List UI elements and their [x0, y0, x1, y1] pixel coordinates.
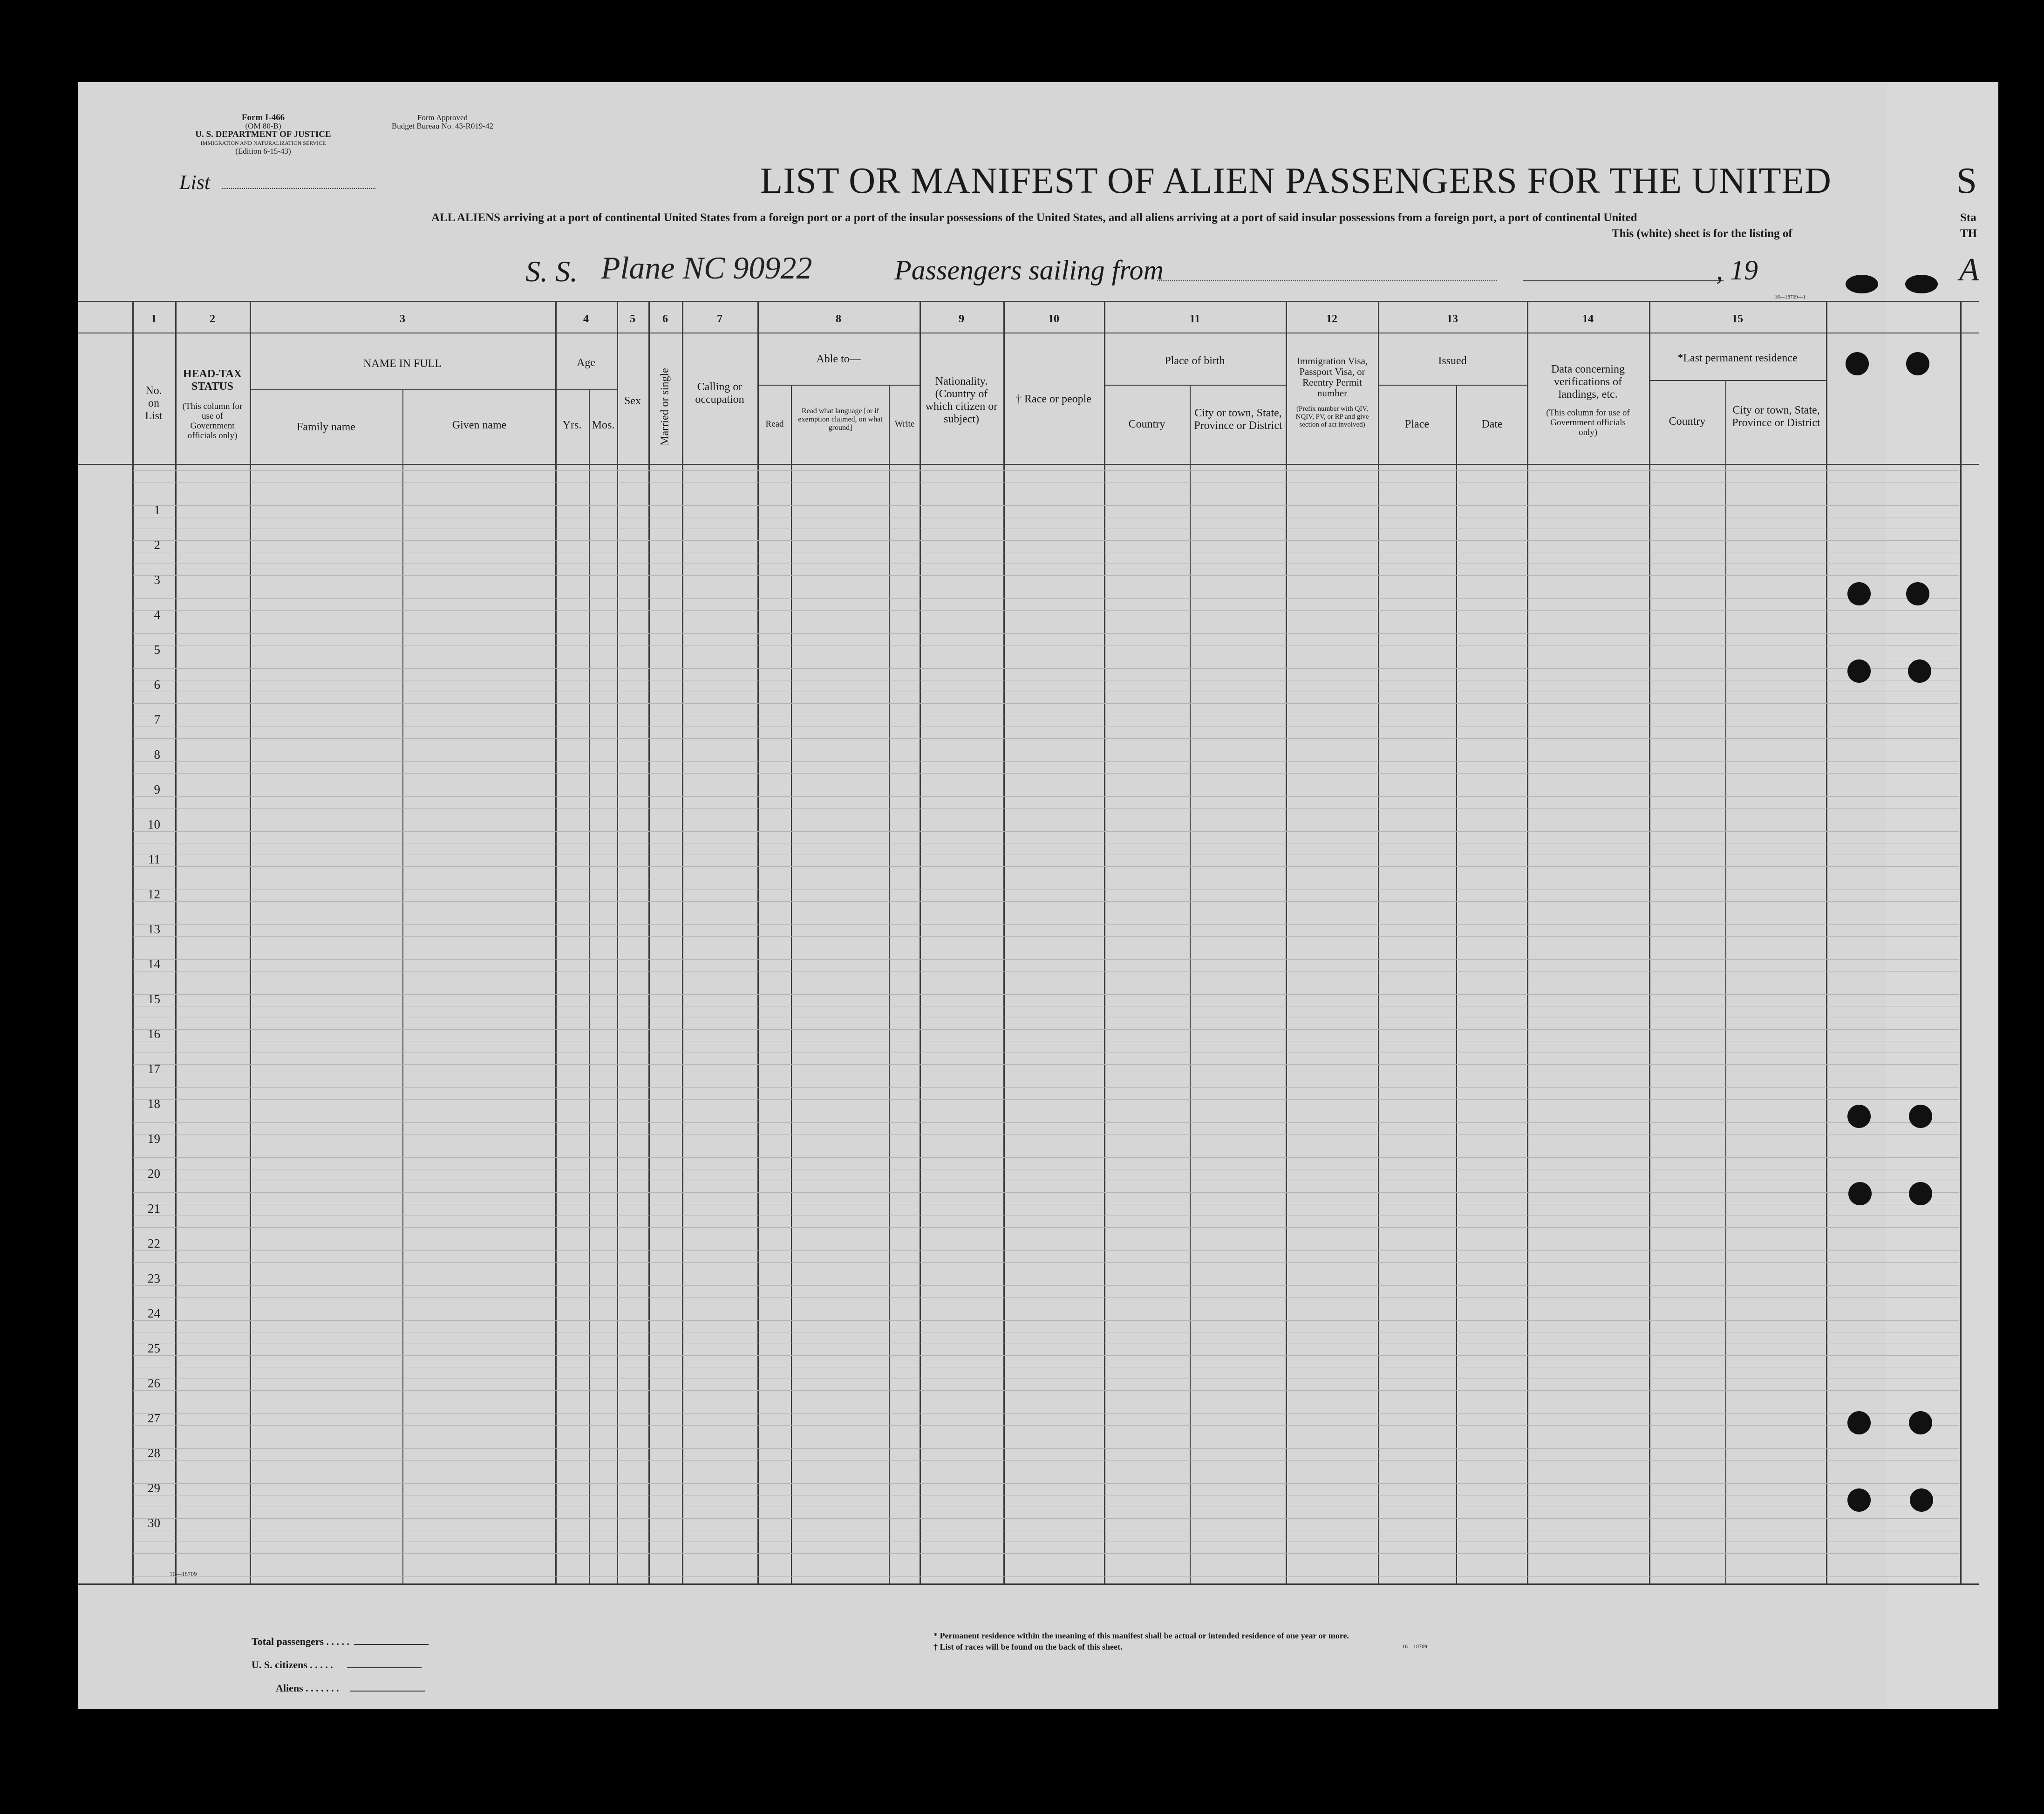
- col14-title: Data concerning verifications of landings, etc.: [1551, 363, 1625, 401]
- col11-title: Place of birth: [1165, 355, 1225, 367]
- row-number: 17: [148, 1062, 160, 1076]
- row-number: 21: [148, 1202, 160, 1216]
- ruling-line: [133, 1227, 1959, 1228]
- punch-hole: [1847, 1105, 1871, 1128]
- col1-line3: List: [145, 410, 163, 422]
- col8-title: Able to—: [816, 353, 861, 365]
- col3-family: Family name: [297, 421, 355, 433]
- col15-country: Country: [1669, 415, 1706, 428]
- footnote-1: * Permanent residence within the meaning of this manifest shall be actual or intended residence of one year or more.: [933, 1631, 1349, 1640]
- edge-letter-a: A: [1959, 252, 1979, 288]
- ruling-line: [133, 1553, 1959, 1554]
- ruling-line: [133, 1122, 1959, 1123]
- colnum-6: 6: [662, 313, 668, 325]
- approved-text: Form Approved: [417, 113, 468, 122]
- us-citizens-label: U. S. citizens . . . . .: [252, 1659, 333, 1671]
- ruling-line: [133, 901, 1959, 902]
- ruling-line: [133, 1099, 1959, 1100]
- punch-hole: [1847, 1411, 1871, 1434]
- punch-hole: [1909, 1411, 1932, 1434]
- ruling-line: [133, 1297, 1959, 1298]
- year-label: , 19: [1716, 255, 1758, 285]
- total-passengers-blank: [354, 1644, 429, 1645]
- ruling-line: [133, 1320, 1959, 1321]
- colnum-5: 5: [630, 313, 635, 325]
- us-citizens-row: [252, 1653, 429, 1677]
- issued-sub-rule: [1378, 385, 1527, 386]
- col-line-x: [1960, 301, 1962, 1583]
- ruling-line: [133, 738, 1959, 739]
- colnum-10: 10: [1048, 313, 1059, 325]
- department: U. S. DEPARTMENT OF JUSTICE: [195, 129, 331, 139]
- aliens-blank: [350, 1691, 425, 1692]
- ruling-line: [133, 575, 1959, 576]
- ruling-line: [133, 866, 1959, 867]
- punch-hole: [1908, 659, 1931, 683]
- form-approved: [373, 114, 512, 130]
- ruling-line: [133, 598, 1959, 599]
- header-bottom-rule: [78, 464, 1979, 465]
- punch-hole: [1909, 1182, 1932, 1205]
- col-line-f: [589, 389, 590, 1583]
- print-code: 16—18709: [170, 1570, 197, 1577]
- row-number: 29: [148, 1481, 160, 1495]
- col6-title: Married or single: [659, 368, 671, 446]
- punch-hole: [1846, 275, 1878, 293]
- row-number: 16: [148, 1027, 160, 1041]
- ruling-line: [133, 971, 1959, 972]
- title-edge-letter: S: [1956, 161, 1977, 201]
- col5-title: Sex: [624, 395, 641, 407]
- ruling-line: [133, 633, 1959, 634]
- row-number: 11: [148, 852, 160, 866]
- subtitle-edge2: TH: [1960, 227, 1977, 240]
- col-line-p: [1190, 385, 1191, 1583]
- budget-text: Budget Bureau No. 43-R019-42: [391, 122, 494, 130]
- ruling-line: [133, 1285, 1959, 1286]
- list-blank: [222, 188, 375, 189]
- colnum-14: 14: [1582, 313, 1594, 325]
- row-number: 28: [148, 1446, 160, 1460]
- colnum-12: 12: [1326, 313, 1337, 325]
- col13-date: Date: [1481, 418, 1503, 430]
- col14-note: (This column for use of Government officials only): [1546, 408, 1630, 437]
- ss-label: S. S.: [525, 255, 578, 288]
- row-number: 18: [148, 1097, 160, 1111]
- col2-title: HEAD-TAX STATUS: [183, 368, 242, 393]
- service: IMMIGRATION AND NATURALIZATION SERVICE: [200, 140, 326, 146]
- footnote-2-code: 16—18709: [1402, 1643, 1427, 1650]
- col7-title: Calling or occupation: [695, 381, 744, 406]
- ruling-line: [133, 994, 1959, 995]
- residence-sub-rule: [1649, 380, 1826, 381]
- list-label: [179, 170, 375, 194]
- punch-hole: [1847, 659, 1871, 683]
- col11-country: Country: [1128, 418, 1165, 430]
- col-line-s: [1456, 385, 1457, 1583]
- col4-mos: Mos.: [592, 419, 615, 431]
- ruling-line: [133, 1192, 1959, 1193]
- row-number: 26: [148, 1376, 160, 1390]
- row-number: 25: [148, 1341, 160, 1355]
- row-number: 2: [154, 538, 160, 552]
- ruling-line: [133, 1448, 1959, 1449]
- col-line-d: [402, 389, 403, 1583]
- ruling-line: [133, 1134, 1959, 1135]
- ruling-line: [133, 1250, 1959, 1251]
- edition: (Edition 6-15-43): [235, 147, 291, 156]
- col10-title: † Race or people: [1016, 393, 1091, 405]
- col8-language: Read what language [or if exemption claimed, on what ground]: [798, 407, 883, 432]
- punch-hole: [1906, 352, 1929, 375]
- punch-hole: [1848, 1182, 1872, 1205]
- col3-title: NAME IN FULL: [363, 358, 442, 370]
- table-bottom-rule: [78, 1583, 1979, 1585]
- colnum-8: 8: [836, 313, 841, 325]
- ruling-line: [133, 505, 1959, 506]
- sailing-blank: [1157, 280, 1497, 281]
- row-number: 7: [154, 713, 160, 727]
- row-number: 20: [148, 1167, 160, 1181]
- colnum-15: 15: [1732, 313, 1743, 325]
- ruling-line: [133, 936, 1959, 937]
- row-number: 19: [148, 1132, 160, 1146]
- ruling-line: [133, 470, 1959, 471]
- age-sub-rule: [555, 389, 617, 390]
- row-number: 23: [148, 1271, 160, 1285]
- total-passengers-row: [252, 1630, 429, 1653]
- col8-read: Read: [765, 419, 784, 429]
- ruling-line: [133, 924, 1959, 925]
- ruling-line: [133, 703, 1959, 704]
- ruling-line: [133, 1483, 1959, 1484]
- row-number: 14: [148, 957, 160, 971]
- colnum-9: 9: [959, 313, 964, 325]
- row-number: 27: [148, 1411, 160, 1425]
- col3-given: Given name: [452, 419, 507, 431]
- subtitle-line1: ALL ALIENS arriving at a port of continental United States from a foreign port or a port of the insular possessions of the United States, and all aliens arriving at a port of said insular possessions from a foreign port, a port of continental United: [431, 211, 1637, 224]
- col-line-l: [889, 385, 890, 1583]
- aliens-row: [252, 1677, 429, 1700]
- punch-hole: [1910, 1488, 1933, 1512]
- ruling-line: [133, 1157, 1959, 1158]
- colnum-2: 2: [210, 313, 215, 325]
- row-number: 5: [154, 643, 160, 657]
- ruling-line: [133, 773, 1959, 774]
- colnum-3: 3: [400, 313, 405, 325]
- sailing-label: Passengers sailing from: [894, 255, 1164, 285]
- col1-line2: on: [148, 397, 159, 409]
- row-number: 12: [148, 887, 160, 901]
- ruling-line: [133, 1460, 1959, 1461]
- form-info: [158, 114, 368, 156]
- col12-note: (Prefix number with QIV, NQIV, PV, or RP and give section of act involved): [1295, 405, 1369, 428]
- row-number: 13: [148, 922, 160, 936]
- row-number: 24: [148, 1306, 160, 1320]
- ruling-line: [133, 1518, 1959, 1519]
- row-number: 4: [154, 608, 160, 622]
- ruling-line: [133, 831, 1959, 832]
- col13-title: Issued: [1438, 355, 1467, 367]
- col11-city: City or town, State, Province or District: [1194, 407, 1282, 432]
- aliens-label: Aliens . . . . . . .: [276, 1682, 339, 1694]
- next-page-edge: [1887, 82, 1998, 1709]
- punch-hole: [1905, 275, 1938, 293]
- manifest-page: [78, 82, 1967, 1709]
- row-number: 6: [154, 678, 160, 692]
- row-number: 22: [148, 1237, 160, 1250]
- col1-header: [132, 385, 175, 422]
- ruling-line: [133, 1029, 1959, 1030]
- ruling-line: [133, 1355, 1959, 1356]
- table-top-rule: [78, 301, 1979, 302]
- ruling-line: [133, 761, 1959, 762]
- ruling-line: [133, 1425, 1959, 1426]
- row-number: 15: [148, 992, 160, 1006]
- list-label-text: List: [179, 171, 211, 194]
- ruling-line: [133, 1413, 1959, 1414]
- col2-note: (This column for use of Government officials only): [182, 401, 243, 441]
- ruling-line: [133, 1064, 1959, 1065]
- row-number: 9: [154, 782, 160, 796]
- ruling-line: [133, 1576, 1959, 1577]
- col15-title: *Last permanent residence: [1677, 352, 1798, 364]
- col8-write: Write: [894, 419, 915, 429]
- total-passengers-label: Total passengers . . . . .: [252, 1636, 350, 1647]
- colnum-13: 13: [1447, 313, 1458, 325]
- top-code: 16—18709—1: [1775, 294, 1806, 300]
- totals-block: [252, 1630, 429, 1700]
- row-number: 10: [148, 817, 160, 831]
- row-number: 1: [154, 503, 160, 517]
- col-line-v: [1725, 380, 1726, 1583]
- ruling-line: [133, 668, 1959, 669]
- colnum-7: 7: [717, 313, 722, 325]
- col4-yrs: Yrs.: [562, 419, 582, 431]
- punch-hole: [1847, 1488, 1871, 1512]
- date-blank: [1523, 280, 1724, 281]
- ruling-line: [133, 610, 1959, 611]
- punch-hole: [1909, 1105, 1932, 1128]
- colnum-1: 1: [151, 313, 157, 325]
- ruling-line: [133, 1390, 1959, 1391]
- punch-hole: [1846, 352, 1869, 375]
- ruling-line: [133, 1087, 1959, 1088]
- vessel-name-handwritten: Plane NC 90922: [601, 250, 812, 285]
- ruling-line: [133, 959, 1959, 960]
- ruling-line: [133, 796, 1959, 797]
- colnum-4: 4: [583, 313, 589, 325]
- row-number: 3: [154, 573, 160, 587]
- col-line-k: [791, 385, 792, 1583]
- row-number: 30: [148, 1516, 160, 1530]
- col13-place: Place: [1405, 418, 1429, 430]
- col4-title: Age: [577, 357, 595, 369]
- subtitle-line2: This (white) sheet is for the listing of: [1612, 227, 1792, 240]
- row-number: 8: [154, 747, 160, 761]
- col12-title: Immigration Visa, Passport Visa, or Reentry Permit number: [1296, 355, 1368, 399]
- footnote-2: † List of races will be found on the back of this sheet.: [933, 1642, 1123, 1651]
- punch-hole: [1847, 582, 1871, 605]
- subtitle-edge1: Sta: [1960, 211, 1976, 224]
- ruling-line: [133, 1262, 1959, 1263]
- ruling-line: [133, 540, 1959, 541]
- form-code: (OM 80-B): [245, 122, 281, 130]
- col15-city: City or town, State, Province or District: [1732, 404, 1820, 429]
- page-title: LIST OR MANIFEST OF ALIEN PASSENGERS FOR THE UNITED: [760, 161, 1832, 201]
- punch-hole: [1906, 582, 1929, 605]
- col9-title: Nationality. (Country of which citizen or subject): [925, 375, 998, 425]
- us-citizens-blank: [347, 1667, 422, 1668]
- birth-sub-rule: [1104, 385, 1286, 386]
- colnum-11: 11: [1189, 313, 1200, 325]
- form-number: Form I-466: [241, 113, 285, 122]
- able-sub-rule: [758, 385, 920, 386]
- col1-line1: No.: [145, 385, 162, 397]
